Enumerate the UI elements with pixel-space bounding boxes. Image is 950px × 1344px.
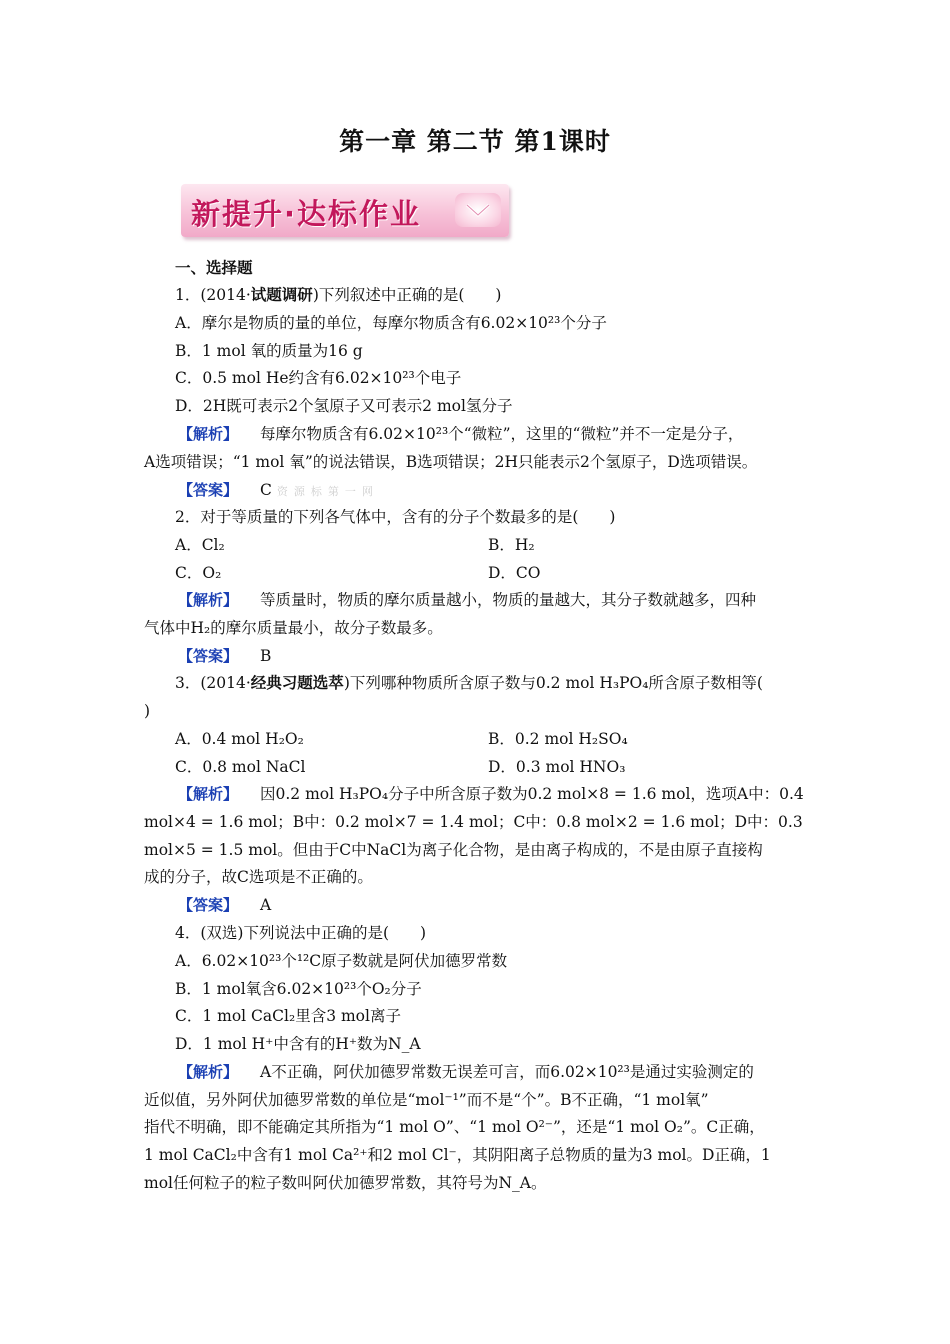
q2-option-a: A．Cl₂ bbox=[175, 536, 225, 554]
page-title: 第一章 第二节 第1课时 bbox=[339, 127, 611, 156]
analysis-tag: 【解析】 bbox=[178, 1063, 239, 1081]
q3-option-d: D．0.3 mol HNO₃ bbox=[488, 758, 626, 776]
section-heading: 一、选择题 bbox=[175, 258, 253, 277]
q1-option-a: A．摩尔是物质的量的单位，每摩尔物质含有6.02×10²³个分子 bbox=[175, 314, 607, 332]
q1-analysis-line1: 【解析】 每摩尔物质含有6.02×10²³个“微粒”，这里的“微粒”并不一定是分子， bbox=[178, 425, 744, 443]
q3-answer: 【答案】 A bbox=[178, 896, 272, 914]
q2-stem: 2．对于等质量的下列各气体中，含有的分子个数最多的是( ) bbox=[175, 508, 616, 526]
q4-analysis-line2: 近似值，另外阿伏加德罗常数的单位是“mol⁻¹”而不是“个”。B不正确，“1 mol氧” bbox=[144, 1091, 709, 1109]
q3-analysis-line4: 成的分子，故C选项是不正确的。 bbox=[144, 868, 373, 886]
q4-analysis-line1: 【解析】 A不正确，阿伏加德罗常数无误差可言，而6.02×10²³是通过实验测定的 bbox=[178, 1063, 754, 1081]
q3-stem: 3．(2014·经典习题选萃)下列哪种物质所含原子数与0.2 mol H₃PO₄所含原子数相等( bbox=[175, 673, 763, 692]
q1-stem: 1．(2014·试题调研)下列叙述中正确的是( ) bbox=[175, 285, 502, 304]
watermark: 资源标第一网 bbox=[276, 485, 379, 498]
q1-analysis-line2: A选项错误；“1 mol 氧”的说法错误，B选项错误；2H只能表示2个氢原子，D选项错误。 bbox=[144, 453, 758, 471]
q2-analysis-line2: 气体中H₂的摩尔质量最小，故分子数最多。 bbox=[144, 619, 443, 637]
answer-tag: 【答案】 bbox=[178, 896, 239, 914]
q4-option-a: A．6.02×10²³个¹²C原子数就是阿伏加德罗常数 bbox=[175, 952, 508, 970]
q3-analysis-line3: mol×5 = 1.5 mol。但由于C中NaCl为离子化合物，是由离子构成的，不是由原子直接构 bbox=[144, 841, 763, 859]
analysis-tag: 【解析】 bbox=[178, 591, 239, 609]
q3-option-c: C．0.8 mol NaCl bbox=[175, 758, 306, 776]
q2-option-d: D．CO bbox=[488, 564, 541, 582]
q4-option-c: C．1 mol CaCl₂里含3 mol离子 bbox=[175, 1007, 401, 1025]
answer-tag: 【答案】 bbox=[178, 647, 239, 665]
q3-stem-line2: ) bbox=[144, 702, 151, 720]
q4-option-b: B．1 mol氧含6.02×10²³个O₂分子 bbox=[175, 980, 422, 998]
q1-option-b: B．1 mol 氧的质量为16 g bbox=[175, 342, 363, 360]
answer-tag: 【答案】 bbox=[178, 481, 239, 499]
q3-analysis-line1: 【解析】 因0.2 mol H₃PO₄分子中所含原子数为0.2 mol×8 = 1.6 mol，选项A中：0.4 bbox=[178, 785, 804, 803]
q1-answer: 【答案】 C 资源标第一网 bbox=[178, 481, 379, 499]
q4-analysis-line5: mol任何粒子的粒子数叫阿伏加德罗常数，其符号为N_A。 bbox=[144, 1174, 547, 1192]
q4-stem: 4．(双选)下列说法中正确的是( ) bbox=[175, 924, 427, 942]
q1-option-c: C．0.5 mol He约含有6.02×10²³个电子 bbox=[175, 369, 462, 387]
banner-text: 新提升·达标作业 bbox=[191, 197, 422, 231]
analysis-tag: 【解析】 bbox=[178, 785, 239, 803]
section-banner bbox=[181, 184, 509, 237]
q4-analysis-line4: 1 mol CaCl₂中含有1 mol Ca²⁺和2 mol Cl⁻，其阴阳离子总物质的量为3 mol。D正确，1 bbox=[144, 1146, 771, 1164]
q4-option-d: D．1 mol H⁺中含有的H⁺数为N_A bbox=[175, 1035, 421, 1053]
q2-option-c: C．O₂ bbox=[175, 564, 222, 582]
q3-option-a: A．0.4 mol H₂O₂ bbox=[175, 730, 304, 748]
chevron-down-icon bbox=[455, 193, 501, 227]
q2-option-b: B．H₂ bbox=[488, 536, 535, 554]
q1-option-d: D．2H既可表示2个氢原子又可表示2 mol氢分子 bbox=[175, 397, 513, 415]
q2-analysis-line1: 【解析】 等质量时，物质的摩尔质量越小，物质的量越大，其分子数就越多，四种 bbox=[178, 591, 757, 609]
analysis-tag: 【解析】 bbox=[178, 425, 239, 443]
q3-analysis-line2: mol×4 = 1.6 mol；B中：0.2 mol×7 = 1.4 mol；C中：0.8 mol×2 = 1.6 mol；D中：0.3 bbox=[144, 813, 803, 831]
q3-option-b: B．0.2 mol H₂SO₄ bbox=[488, 730, 628, 748]
q4-analysis-line3: 指代不明确，即不能确定其所指为“1 mol O”、“1 mol O²⁻”，还是“1 mol O₂”。C正确， bbox=[144, 1118, 765, 1136]
q2-answer: 【答案】 B bbox=[178, 647, 272, 665]
